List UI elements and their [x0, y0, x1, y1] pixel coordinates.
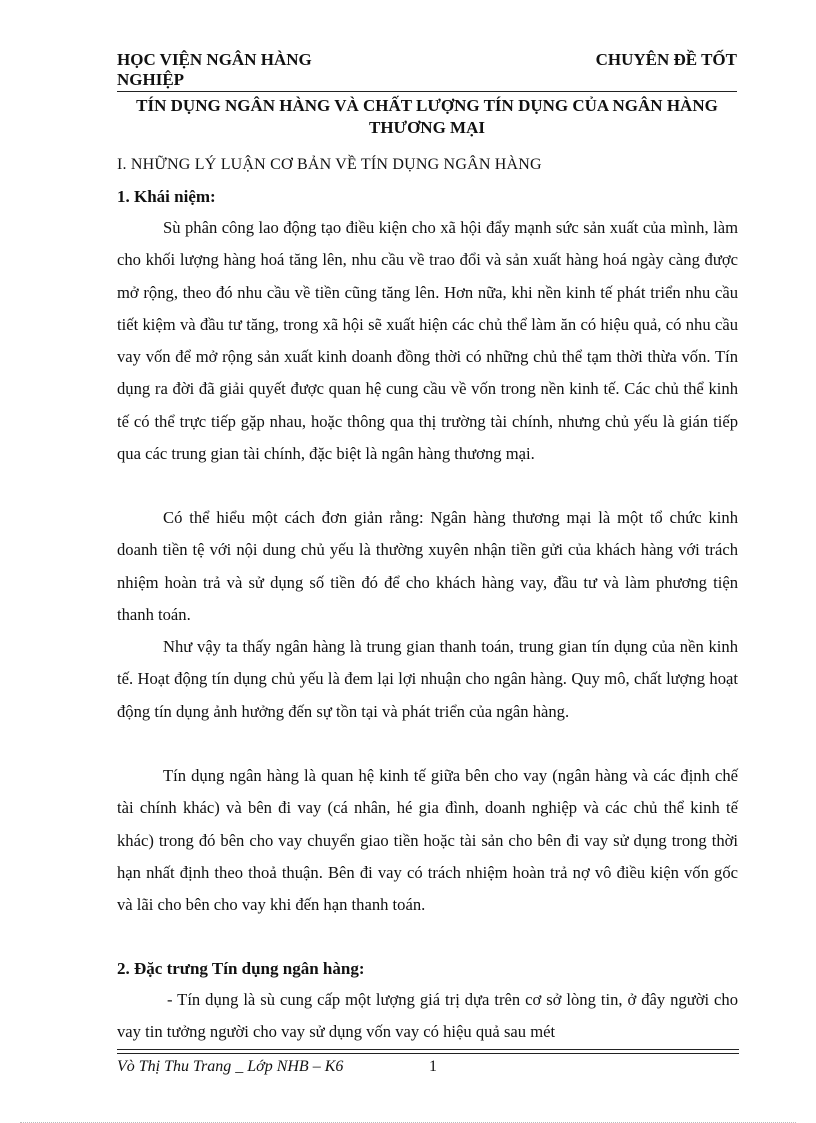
document-title: TÍN DỤNG NGÂN HÀNG VÀ CHẤT LƯỢNG TÍN DỤNG CỦA NGÂN HÀNG THƯƠNG MẠI	[136, 96, 718, 137]
subsection-heading-characteristics: 2. Đặc trưng Tín dụng ngân hàng:	[117, 959, 365, 978]
paragraph: Tín dụng ngân hàng là quan hệ kinh tế giữa bên cho vay (ngân hàng và các định chế tài chính khác) và bên đi vay (cá nhân, hé gia đình, doanh nghiệp và các chủ thể kinh tế khác) trong đó bên cho vay chuyển giao tiền hoặc tài sản cho bên đi vay sử dụng trong thời hạn nhất định theo thoả thuận. Bên đi vay có trách nhiệm hoàn trả nợ vô điều kiện vốn gốc và lãi cho bên cho vay khi đến hạn thanh toán.	[117, 766, 738, 915]
footer-divider	[117, 1053, 739, 1054]
header-divider	[117, 91, 737, 92]
paragraph: - Tín dụng là sù cung cấp một lượng giá trị dựa trên cơ sở lòng tin, ở đây người cho vay tin tưởng người cho vay sử dụng vốn vay có hiệu quả sau mét	[117, 990, 738, 1042]
footer-author: Vò Thị Thu Trang _ Lớp NHB – K6	[117, 1058, 344, 1075]
page-number: 1	[429, 1058, 437, 1075]
page-header	[117, 50, 737, 92]
section-heading: I. NHỮNG LÝ LUẬN CƠ BẢN VỀ TÍN DỤNG NGÂN HÀNG	[117, 156, 542, 173]
paragraph: Như vậy ta thấy ngân hàng là trung gian thanh toán, trung gian tín dụng của nền kinh tế. Hoạt động tín dụng chủ yếu là đem lại lợi nhuận cho ngân hàng. Quy mô, chất lượng hoạt động tín dụng ảnh hưởng đến sự tồn tại và phát triển của ngân hàng.	[117, 637, 738, 721]
footer-divider	[117, 1049, 739, 1050]
page-footer	[117, 1056, 739, 1078]
header-report-type: CHUYÊN ĐỀ TỐT	[595, 50, 737, 69]
paragraph: Sù phân công lao động tạo điều kiện cho xã hội đẩy mạnh sức sản xuất của mình, làm cho khối lượng hàng hoá tăng lên, nhu cầu về trao đổi và sản xuất hàng hoá ngày càng được mở rộng, theo đó nhu cầu về tiền cũng tăng lên. Hơn nữa, khi nền kinh tế phát triển nhu cầu tiết kiệm và đầu tư tăng, trong xã hội sẽ xuất hiện các chủ thể làm ăn có hiệu quả, có nhu cầu vay vốn để mở rộng sản xuất kinh doanh đồng thời có những chủ thể tạm thời thừa vốn. Tín dụng ra đời đã giải quyết được quan hệ cung cầu về vốn trong nền kinh tế. Các chủ thể kinh tế có thể trực tiếp gặp nhau, hoặc thông qua thị trường tài chính, nhưng chủ yếu là gián tiếp qua các trung gian tài chính, đặc biệt là ngân hàng thương mại.	[117, 218, 738, 464]
subsection-heading-concept: 1. Khái niệm:	[117, 187, 216, 206]
header-institution: HỌC VIỆN NGÂN HÀNG NGHIỆP	[117, 50, 312, 89]
paragraph: Có thể hiểu một cách đơn giản rằng: Ngân hàng thương mại là một tổ chức kinh doanh tiền tệ với nội dung chủ yếu là thường xuyên nhận tiền gửi của khách hàng với trách nhiệm hoàn trả và sử dụng số tiền đó để cho khách hàng vay, đầu tư và làm phương tiện thanh toán.	[117, 508, 738, 624]
